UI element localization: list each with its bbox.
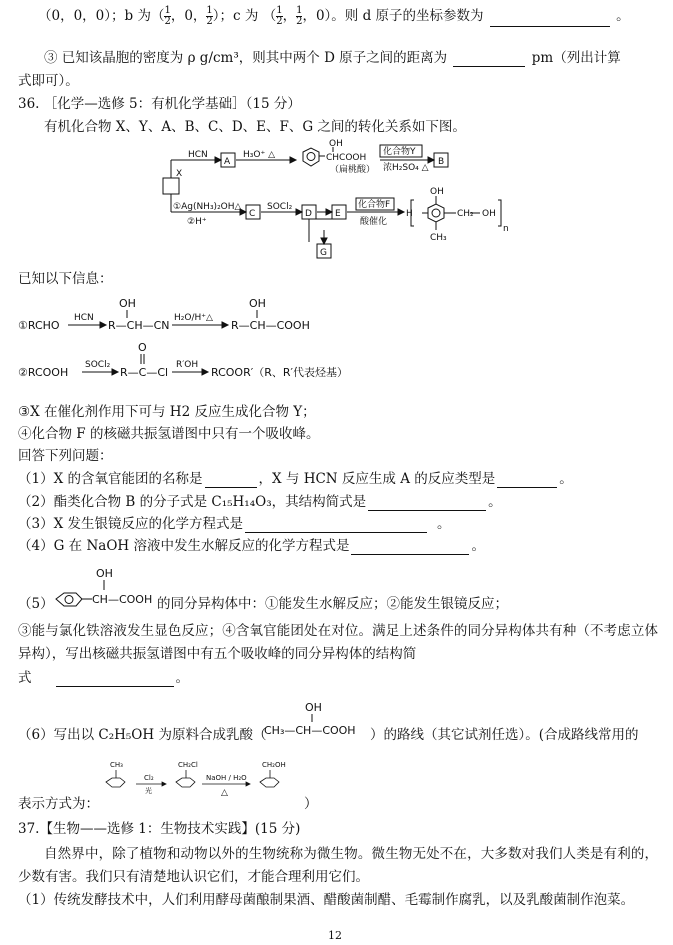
q5-group: CH—COOH xyxy=(92,593,153,606)
box-E: E xyxy=(335,209,341,219)
info2-rcooh: ②RCOOH xyxy=(18,366,69,379)
q36-title: 36. ［化学—选修 5：有机化学基础］（15 分） xyxy=(18,96,301,112)
q5-number: （5） xyxy=(18,596,54,612)
compound-f: 化合物F xyxy=(358,200,391,210)
info2-equation xyxy=(0,340,673,382)
reagent-socl2: SOCl₂ xyxy=(267,202,293,212)
info2-acyl: R—C—Cl xyxy=(120,366,169,379)
answer-blank[interactable] xyxy=(205,473,257,488)
route-ch3: CH₃ xyxy=(110,761,123,769)
info1-product: R—CH—CN xyxy=(108,319,170,332)
density-line xyxy=(44,49,621,67)
route-ch2cl: CH₂Cl xyxy=(178,761,198,769)
info2-socl2: SOCl₂ xyxy=(85,360,111,370)
chcooh-label: CHCOOH xyxy=(326,153,367,163)
box-A: A xyxy=(224,157,231,167)
info1-equation xyxy=(0,296,673,336)
answer-title: 回答下列问题： xyxy=(18,448,113,464)
info1-reagent: H₂O/H⁺△ xyxy=(174,313,213,323)
oh-label: OH xyxy=(329,139,343,149)
info1-oh2: OH xyxy=(249,297,266,310)
period: 。 xyxy=(616,8,630,24)
q4-text: （4）G 在 NaOH 溶液中发生水解反应的化学方程式是 xyxy=(18,538,350,554)
fraction: $\frac{1}{2}$ xyxy=(296,5,303,27)
period: 。 xyxy=(437,516,451,532)
lactic-formula: CH₃—CH—COOH xyxy=(264,724,356,737)
fraction: $\frac{1}{2}$ xyxy=(206,5,213,27)
box-D: D xyxy=(305,209,312,219)
q1-text-b: ，X 与 HCN 反应生成 A 的反应类型是 xyxy=(258,471,496,487)
answer-blank[interactable] xyxy=(245,518,427,533)
info2-reagent: R′OH xyxy=(176,360,199,370)
poly-ch2: CH₂ xyxy=(457,209,474,219)
q2 xyxy=(18,493,502,511)
q36-intro: 有机化合物 X、Y、A、B、C、D、E、F、G 之间的转化关系如下图。 xyxy=(44,119,466,135)
q5-conditions: ③能与氯化铁溶液发生显色反应；④含氧官能团处在对位。满足上述条件的同分异构体共有种（不考虑立体异构），写出核磁共振氢谱图中有五个吸收峰的同分异构体的结构简 xyxy=(18,623,658,662)
poly-n: n xyxy=(503,224,509,234)
q37-para2: （1）传统发酵技术中，人们利用酵母菌酿制果酒、醋酸菌制醋、毛霉制作腐乳，以及乳酸菌制作泡菜。 xyxy=(18,892,635,908)
period: 。 xyxy=(488,494,502,510)
q5-structure xyxy=(52,566,172,616)
fraction: $\frac{1}{2}$ xyxy=(276,5,283,27)
poly-oh2: OH xyxy=(482,209,496,219)
q1-text-a: （1）X 的含氧官能团的名称是 xyxy=(18,471,203,487)
q37-title: 37.【生物——选修 1：生物技术实践】(15 分) xyxy=(18,821,301,837)
route-example xyxy=(98,758,318,808)
info1-hcn: HCN xyxy=(74,313,94,323)
route-light: 光 xyxy=(145,787,152,795)
route-naoh: NaOH / H₂O xyxy=(206,774,247,782)
coord-line xyxy=(38,6,630,27)
period: 。 xyxy=(471,538,485,554)
density-text: ③ 已知该晶胞的密度为 ρ g/cm³，则其中两个 D 原子之间的距离为 xyxy=(44,50,448,66)
label-X: X xyxy=(176,169,183,179)
answer-blank[interactable] xyxy=(497,473,557,488)
lactic-acid xyxy=(262,700,372,740)
fraction: $\frac{1}{2}$ xyxy=(164,5,171,27)
info2-ester: RCOOR′（R、R′代表烃基） xyxy=(211,366,349,379)
info1-acid: R—CH—COOH xyxy=(231,319,310,332)
poly-oh: OH xyxy=(430,187,444,197)
answer-blank[interactable] xyxy=(453,52,525,67)
q5-tail: 的同分异构体中：①能发生水解反应；②能发生银镜反应； xyxy=(157,596,508,612)
q37-para1: 自然界中，除了植物和动物以外的生物统称为微生物。微生物无处不在，大多数对我们人类是有利的，少数有害。我们只有清楚地认识它们，才能合理利用它们。 xyxy=(18,846,658,885)
page-number: 12 xyxy=(328,929,342,942)
coord-sep: ， xyxy=(282,8,297,24)
density-unit: pm（列出计算 xyxy=(531,50,621,66)
answer-blank[interactable] xyxy=(368,496,486,511)
route-delta: △ xyxy=(221,788,228,798)
coord-c-post: ，0）。则 d 原子的坐标参数为 xyxy=(302,8,484,24)
info4: ④化合物 F 的核磁共振氢谱图中只有一个吸收峰。 xyxy=(18,426,320,442)
poly-ch3: CH₃ xyxy=(430,233,447,243)
h2so4-label: 浓H₂SO₄ △ xyxy=(383,163,429,173)
info1-rcho: ①RCHO xyxy=(18,319,60,332)
info-title: 已知以下信息： xyxy=(18,271,113,287)
q2-text: （2）酯类化合物 B 的分子式是 C₁₅H₁₄O₃，其结构简式是 xyxy=(18,494,367,510)
route-close: ） xyxy=(304,796,318,812)
q3 xyxy=(18,515,451,533)
box-B: B xyxy=(438,157,445,167)
answer-blank[interactable] xyxy=(490,12,610,27)
answer-blank[interactable] xyxy=(56,672,174,687)
reagent-hplus: ②H⁺ xyxy=(187,217,207,227)
route-ch2oh: CH₂OH xyxy=(262,761,286,769)
q6-text-a: （6）写出以 C₂H₅OH 为原料合成乳酸（ xyxy=(18,727,267,743)
route-cl2: Cl₂ xyxy=(144,774,154,782)
reagent-hcn: HCN xyxy=(188,150,208,160)
reagent-ag: ①Ag(NH₃)₂OH△ xyxy=(173,202,242,212)
q1 xyxy=(18,470,573,488)
coord-c-pre: ）；c 为 （ xyxy=(212,8,277,24)
compound-y: 化合物Y xyxy=(383,147,416,157)
acid-cat: 酸催化 xyxy=(360,217,388,227)
q5-end xyxy=(18,669,189,687)
coord-a: （0，0，0）；b 为（ xyxy=(38,8,165,24)
poly-h: H xyxy=(406,209,413,219)
q6-text-b: ）的路线（其它试剂任选）。(合成路线常用的 xyxy=(370,727,639,743)
q5-end-text: 式 xyxy=(18,670,32,686)
info1-oh: OH xyxy=(119,297,136,310)
route-label: 表示方式为： xyxy=(18,796,99,812)
q4 xyxy=(18,537,485,555)
info3: ③X 在催化剂作用下可与 H2 反应生成化合物 Y； xyxy=(18,404,316,420)
answer-blank[interactable] xyxy=(351,540,469,555)
q5-oh: OH xyxy=(96,567,113,580)
period: 。 xyxy=(559,471,573,487)
box-C: C xyxy=(249,209,256,219)
q3-text: （3）X 发生银镜反应的化学方程式是 xyxy=(18,516,243,532)
reagent-h3o: H₃O⁺ △ xyxy=(243,150,275,160)
period: 。 xyxy=(175,670,189,686)
lactic-oh: OH xyxy=(305,701,322,714)
box-G: G xyxy=(320,248,327,258)
mandelic-label: （扁桃酸） xyxy=(330,165,376,175)
coord-b-mid: ，0， xyxy=(170,8,207,24)
density-cont: 式即可）。 xyxy=(18,73,79,89)
info2-o: O xyxy=(138,341,147,354)
reaction-scheme xyxy=(0,138,673,268)
